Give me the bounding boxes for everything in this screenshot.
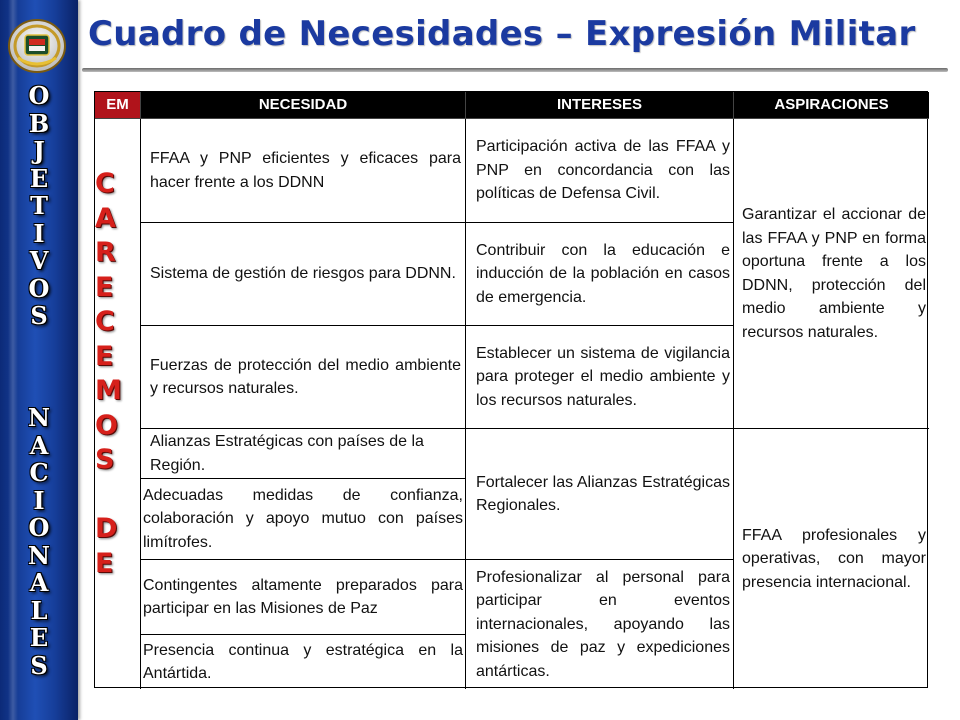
sidebar-letter: I xyxy=(33,218,45,248)
vertical-word-objetivos xyxy=(0,82,78,330)
em-letter: C xyxy=(95,306,115,337)
sidebar-letter: B xyxy=(28,108,50,138)
sidebar-letter: O xyxy=(28,513,50,542)
em-letter: E xyxy=(95,547,114,579)
necesidad-text: Alianzas Estratégicas con países de la Región. xyxy=(150,433,424,474)
sidebar-letter: L xyxy=(30,595,48,625)
aspiracion-text: Garantizar el accionar de las FFAA y PNP en forma oportuna frente a los DDNN, protección del medio ambiente y recursos naturales. xyxy=(742,206,926,341)
sidebar-letter: O xyxy=(28,81,50,110)
header-em: EM xyxy=(95,92,141,119)
page-title: Cuadro de Necesidades – Expresión Militar xyxy=(88,14,916,54)
sidebar-letter: E xyxy=(29,623,49,652)
sidebar-letter: I xyxy=(33,485,45,515)
necesidad-cell xyxy=(141,479,466,560)
em-letter: S xyxy=(95,444,115,475)
em-letter-spacer xyxy=(95,478,140,513)
sidebar-letter: S xyxy=(30,301,48,330)
institutional-crest-icon xyxy=(6,14,68,74)
sidebar-letter: E xyxy=(29,163,49,193)
interes-cell xyxy=(466,560,734,689)
sidebar-letter: O xyxy=(28,273,50,303)
em-letter: A xyxy=(95,202,116,234)
necesidad-text: FFAA y PNP eficientes y eficaces para hacer frente a los DDNN xyxy=(150,150,461,191)
interes-text: Establecer un sistema de vigilancia para proteger el medio ambiente y los recursos naturales. xyxy=(476,344,730,409)
necesidad-text: Contingentes altamente preparados para participar en las Misiones de Paz xyxy=(143,576,463,617)
header-aspiraciones: ASPIRACIONES xyxy=(734,92,929,119)
em-letter: E xyxy=(95,340,114,372)
em-letter: E xyxy=(95,271,114,303)
interes-cell xyxy=(466,223,734,326)
em-column-carecemos-de xyxy=(95,119,141,689)
header-necesidad: NECESIDAD xyxy=(141,92,466,119)
interes-text: Profesionalizar al personal para participar en eventos internacionales, apoyando las misiones de paz y expediciones antárticas. xyxy=(476,568,730,680)
necesidad-cell xyxy=(141,635,466,689)
sidebar-letter: N xyxy=(28,540,50,570)
sidebar-letter: V xyxy=(29,246,49,275)
em-letter: O xyxy=(95,409,118,441)
sidebar-letter: T xyxy=(30,191,48,220)
necesidad-cell xyxy=(141,560,466,635)
sidebar-letter: A xyxy=(29,568,49,597)
necesidad-cell xyxy=(141,223,466,326)
necesidad-text: Adecuadas medidas de confianza, colaboración y apoyo mutuo con países limítrofes. xyxy=(143,486,463,551)
em-letter: D xyxy=(95,513,118,544)
em-letter: M xyxy=(95,375,122,406)
title-underline xyxy=(82,68,948,72)
aspiracion-text: FFAA profesionales y operativas, con mayor presencia internacional. xyxy=(742,526,926,591)
sidebar-letter: N xyxy=(28,403,50,432)
necesidad-cell xyxy=(141,119,466,223)
aspiracion-cell xyxy=(734,429,929,689)
interes-cell xyxy=(466,429,734,560)
em-letter: R xyxy=(95,237,116,268)
necesidad-text: Sistema de gestión de riesgos para DDNN. xyxy=(150,265,456,283)
interes-text: Participación activa de las FFAA y PNP en concordancia con las políticas de Defensa Civil. xyxy=(476,138,730,203)
necesidad-text: Fuerzas de protección del medio ambiente y recursos naturales. xyxy=(150,356,461,397)
aspiracion-cell xyxy=(734,119,929,429)
sidebar-letter: S xyxy=(30,650,48,680)
sidebar-letter: A xyxy=(29,430,49,460)
vertical-word-nacionales xyxy=(0,404,78,679)
necesidad-cell xyxy=(141,326,466,429)
header-intereses: INTERESES xyxy=(466,92,734,119)
needs-table xyxy=(94,91,928,688)
interes-cell xyxy=(466,326,734,429)
interes-cell xyxy=(466,119,734,223)
em-letter: C xyxy=(95,168,115,199)
sidebar-letter: J xyxy=(33,136,45,165)
left-sidebar-bar xyxy=(0,0,78,720)
sidebar-letter: C xyxy=(29,458,49,487)
necesidad-cell xyxy=(141,429,466,479)
interes-text: Fortalecer las Alianzas Estratégicas Regionales. xyxy=(476,473,730,514)
necesidad-text: Presencia continua y estratégica en la Antártida. xyxy=(143,641,463,682)
interes-text: Contribuir con la educación e inducción de la población en casos de emergencia. xyxy=(476,241,730,306)
